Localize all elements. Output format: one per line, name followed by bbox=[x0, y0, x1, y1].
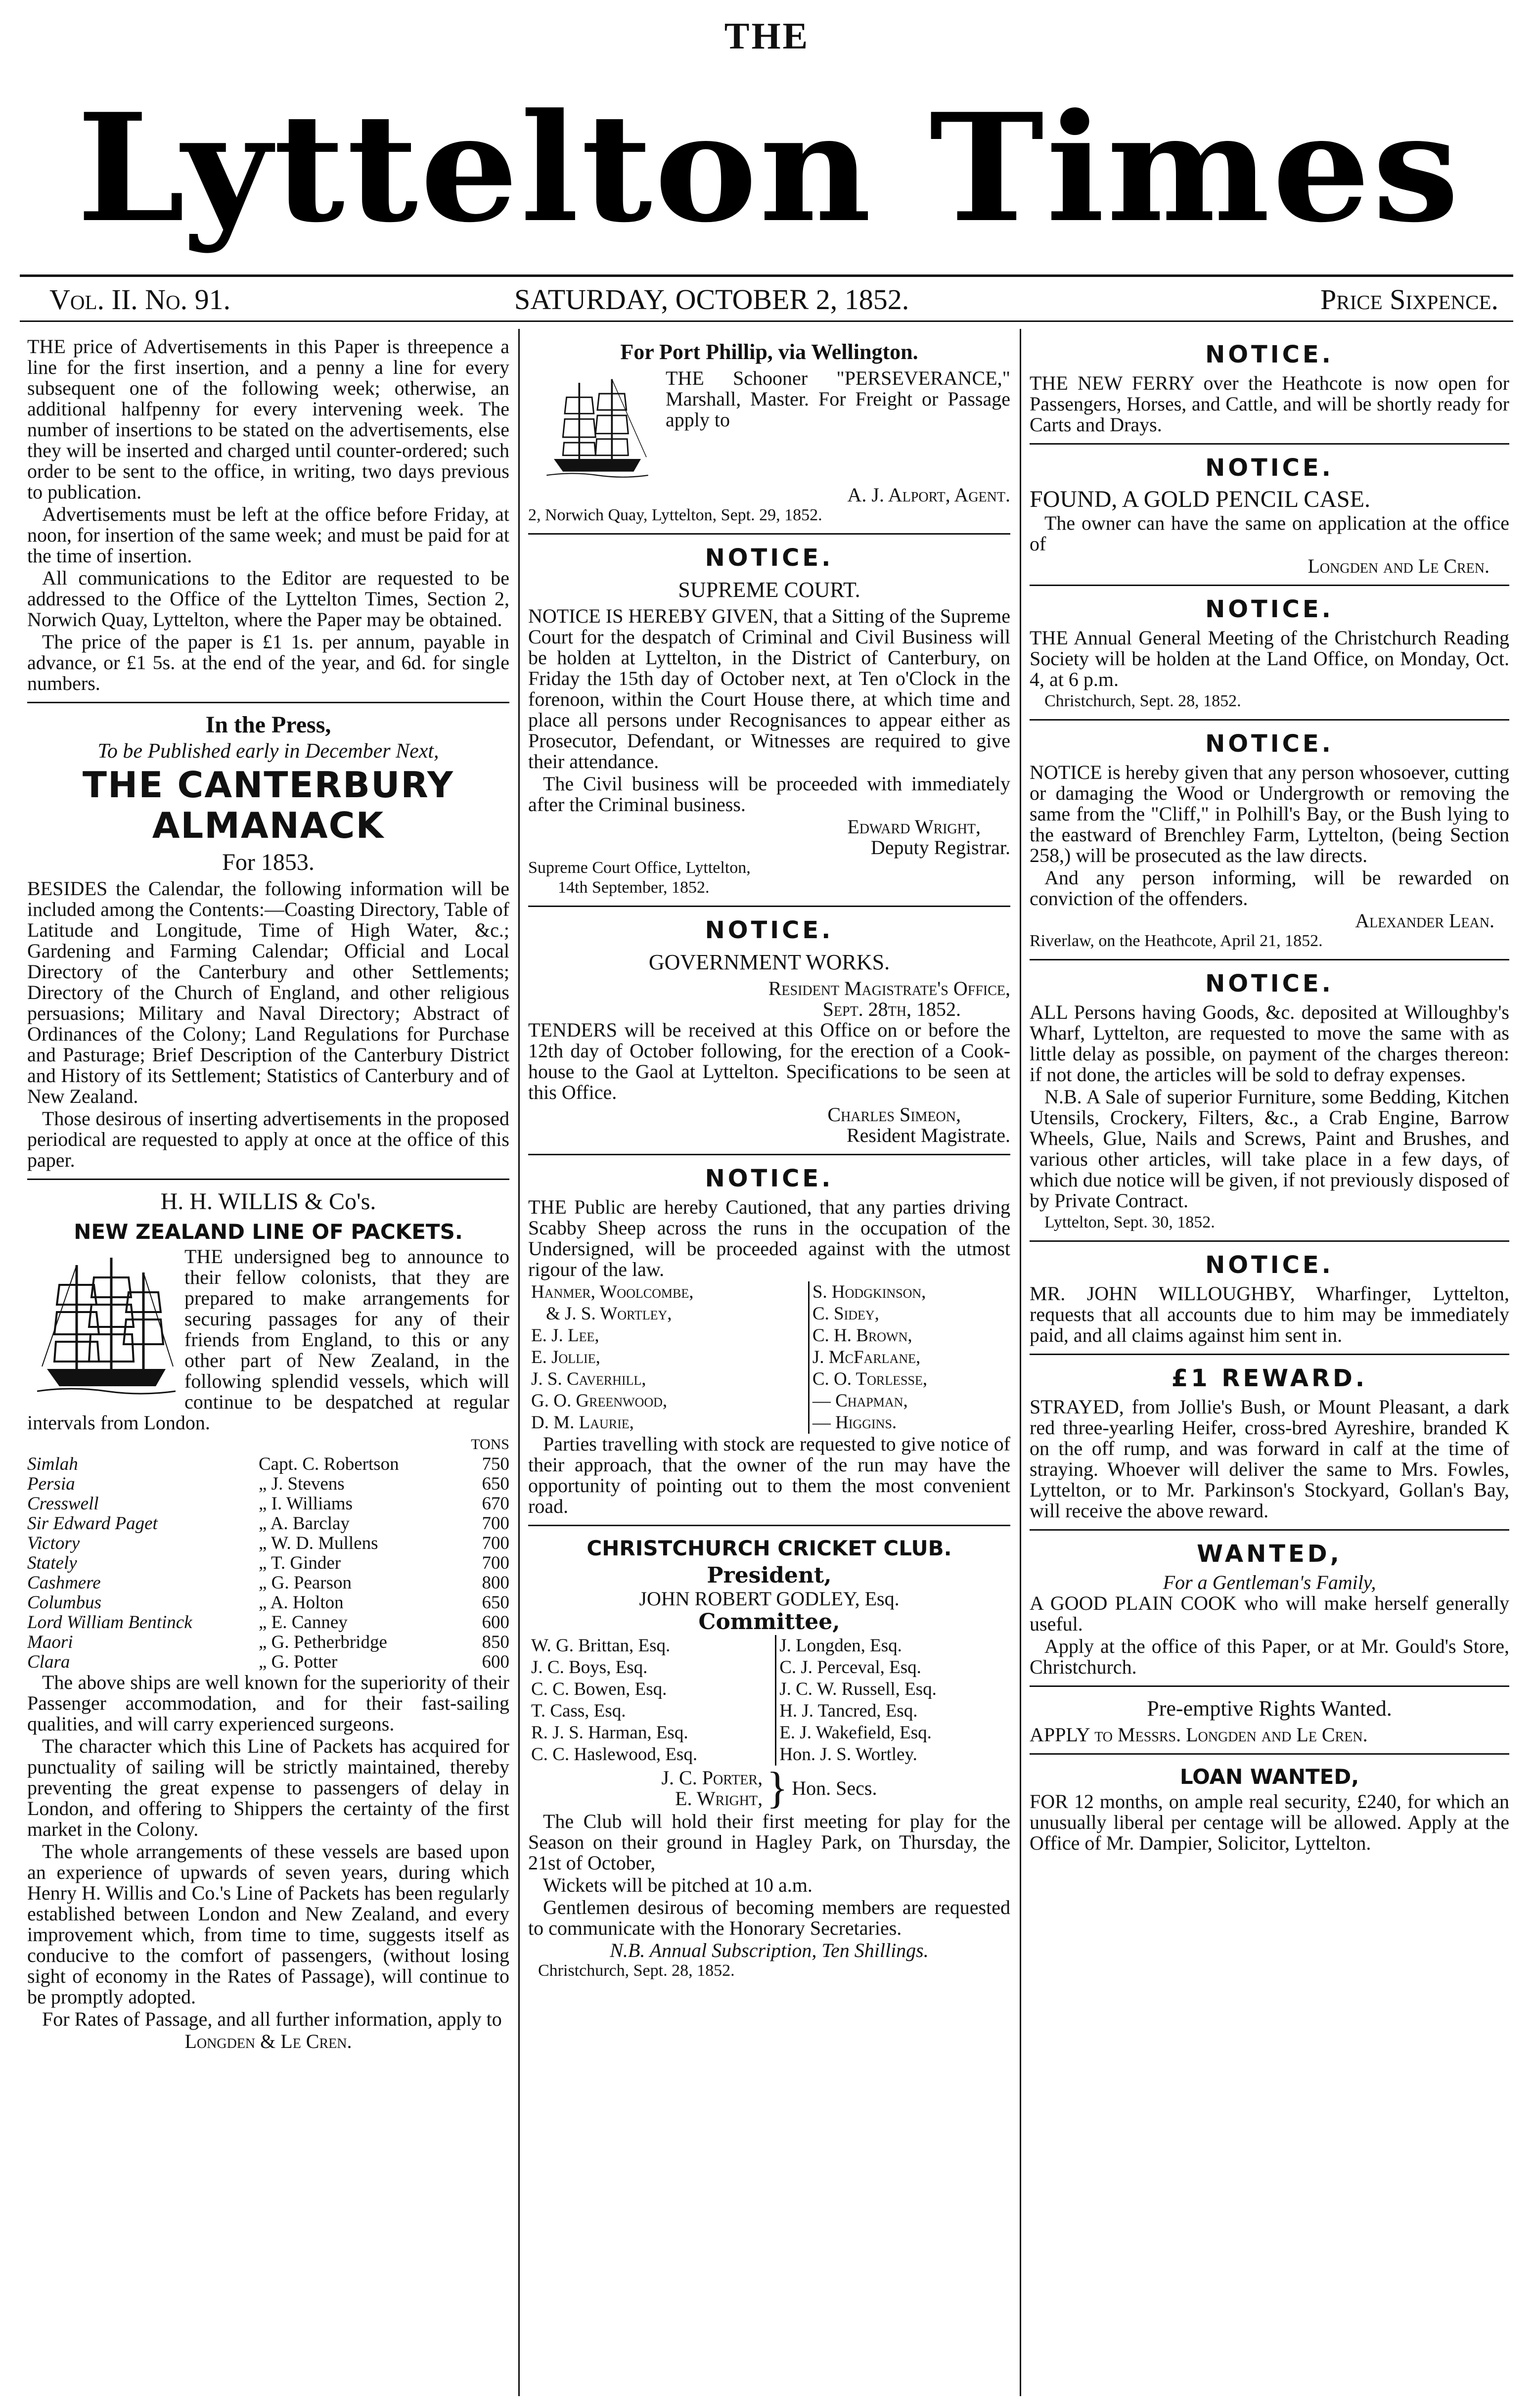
signatory: J. S. Caverhill, bbox=[531, 1369, 646, 1389]
ship-captain bbox=[259, 1573, 455, 1593]
captain-name: E. Canney bbox=[271, 1612, 348, 1633]
reading-society-notice: THE Annual General Meeting of the Christchurch Reading Society will be holden at the Land Office, on Monday, Oct. 4, at 6 p.m. bbox=[1030, 627, 1509, 690]
ship-tons: 700 bbox=[482, 1553, 509, 1573]
committee-member: E. J. Wakefield, Esq. bbox=[779, 1723, 932, 1743]
ship-name: Maori bbox=[27, 1632, 73, 1652]
committee-member: T. Cass, Esq. bbox=[531, 1701, 626, 1721]
committee-member: J. C. W. Russell, Esq. bbox=[779, 1679, 937, 1699]
column-2 bbox=[528, 336, 1010, 2389]
ship-tons: 700 bbox=[482, 1513, 509, 1534]
willis-body-4: For Rates of Passage, and all further information, apply to bbox=[42, 2008, 502, 2030]
goods-notice: ALL Persons having Goods, &c. deposited at Willoughby's Wharf, Lyttelton, are requested to move the same with as little delay as possible, on payment of the charges thereon: if not done, the articles will be sold to defray expenses. bbox=[1030, 1001, 1509, 1086]
committee-label: Committee, bbox=[698, 1609, 840, 1635]
table-row bbox=[27, 1573, 509, 1593]
cricket-club-heading: CHRISTCHURCH CRICKET CLUB. bbox=[587, 1536, 952, 1560]
almanack-year: For 1853. bbox=[222, 849, 315, 875]
committee-member: W. G. Brittan, Esq. bbox=[531, 1636, 671, 1656]
divider bbox=[528, 906, 1010, 907]
new-ferry-notice: THE NEW FERRY over the Heathcote is now open for Passengers, Horses, and Cattle, and will be shortly ready for Carts and Drays. bbox=[1030, 372, 1509, 436]
port-phillip-signature: A. J. Alport, Agent. bbox=[847, 484, 1010, 506]
works-date: Sept. 28th, 1852. bbox=[822, 998, 961, 1020]
goods-sale-note: N.B. A Sale of superior Furniture, some Bedding, Kitchen Utensils, Crockery, Filters, &c., a Crab Engine, Barrow Wheels, Glue, Nails and Screws, Paint and Brushes, and various other articles, will take place in a few days, of which due notice will be given, if not previously disposed of by Private Contract. bbox=[1030, 1086, 1509, 1212]
committee-member: Hon. J. S. Wortley. bbox=[779, 1744, 917, 1765]
government-works-heading: GOVERNMENT WORKS. bbox=[648, 950, 890, 974]
divider bbox=[27, 1179, 509, 1180]
table-row bbox=[27, 1652, 509, 1672]
notice-heading: NOTICE. bbox=[705, 916, 834, 944]
signatory: C. O. Torlesse, bbox=[812, 1369, 928, 1389]
notice-heading: NOTICE. bbox=[1205, 595, 1334, 623]
captain-name: A. Holton bbox=[270, 1592, 344, 1613]
ship-tons: 800 bbox=[482, 1573, 509, 1593]
notice-heading: NOTICE. bbox=[1205, 454, 1334, 482]
notice-heading: NOTICE. bbox=[1205, 730, 1334, 758]
signatory: E. Jollie, bbox=[531, 1347, 600, 1367]
table-row bbox=[27, 1593, 509, 1613]
masthead-the: THE bbox=[724, 15, 810, 57]
signatory: E. J. Lee, bbox=[531, 1325, 599, 1346]
column-1 bbox=[27, 336, 509, 2389]
willis-body-1: The above ships are well known for the superiority of their Passenger accommodation, and for their fast-sailing qualities, and will carry experienced surgeons. bbox=[27, 1671, 509, 1735]
ship-tons: 670 bbox=[482, 1494, 509, 1514]
signatory: C. Sidey, bbox=[812, 1304, 879, 1324]
table-row bbox=[27, 1474, 509, 1494]
table-row bbox=[27, 1633, 509, 1652]
advert-terms-1: THE price of Advertisements in this Paper is threepence a line for the first insertion, and a penny a line for every subsequent one of the following week; otherwise, an additional halfpenny for every intervening week. The number of insertions to be stated on the advertisements, else they will be inserted and charged until counter-ordered; such order to be sent to the office, in writing, two days previous to publication. bbox=[27, 336, 509, 503]
ditto-mark: „ bbox=[258, 1573, 267, 1593]
court-date-1: Supreme Court Office, Lyttelton, bbox=[528, 859, 751, 877]
captain-name: G. Petherbridge bbox=[271, 1632, 387, 1652]
ship-tons: 850 bbox=[482, 1632, 509, 1652]
divider bbox=[1030, 1354, 1509, 1355]
port-phillip-body: THE Schooner "PERSEVERANCE," Marshall, Master. For Freight or Passage apply to bbox=[666, 367, 1010, 431]
ship-name: Lord William Bentinck bbox=[27, 1612, 192, 1633]
pencil-case-signature: Longden and Le Cren. bbox=[1308, 555, 1489, 577]
ship-tons: 700 bbox=[482, 1533, 509, 1553]
divider bbox=[528, 533, 1010, 535]
committee-member: H. J. Tancred, Esq. bbox=[779, 1701, 918, 1721]
column-rule-1 bbox=[518, 329, 520, 2396]
signatory: — Higgins. bbox=[812, 1412, 897, 1433]
sheep-note: Parties travelling with stock are requested to give notice of their approach, that the owner of the run may have the opportunity of pointing out to them the most convenient road. bbox=[528, 1433, 1010, 1517]
ship-name: Sir Edward Paget bbox=[27, 1513, 158, 1534]
ship-captain bbox=[259, 1534, 455, 1553]
table-row bbox=[27, 1534, 509, 1553]
price: Price Sixpence. bbox=[1320, 283, 1498, 316]
divider bbox=[1030, 959, 1509, 960]
wood-cutting-signature: Alexander Lean. bbox=[1355, 909, 1494, 932]
ship-captain bbox=[259, 1514, 455, 1534]
wanted-heading: WANTED, bbox=[1197, 1540, 1342, 1568]
goods-date: Lyttelton, Sept. 30, 1852. bbox=[1044, 1213, 1215, 1231]
packet-ships-table bbox=[27, 1435, 509, 1672]
divider bbox=[528, 1154, 1010, 1155]
masthead-title: Lyttelton Times bbox=[77, 81, 1461, 255]
almanack-title: THE CANTERBURY ALMANACK bbox=[82, 764, 454, 846]
divider bbox=[1030, 719, 1509, 721]
ditto-mark: „ bbox=[258, 1474, 267, 1494]
divider bbox=[1030, 1753, 1509, 1755]
wanted-subheading: For a Gentleman's Family, bbox=[1163, 1571, 1376, 1593]
committee-member: J. Longden, Esq. bbox=[779, 1636, 902, 1656]
divider bbox=[1030, 1685, 1509, 1687]
ship-name: Cresswell bbox=[27, 1494, 99, 1514]
ditto-mark: „ bbox=[258, 1612, 267, 1633]
cricket-body: The Club will hold their first meeting for play for the Season on their ground in Hagley Park, on Thursday, the 21st of October, bbox=[528, 1810, 1010, 1874]
divider bbox=[1030, 585, 1509, 586]
press-heading: In the Press, bbox=[205, 712, 331, 738]
works-body: TENDERS will be received at this Office on or before the 12th day of October following, for the erection of a Cook-house to the Gaol at Lyttelton. Specifications to be seen at this Office. bbox=[528, 1019, 1010, 1103]
court-signature-name: Edward Wright, bbox=[847, 816, 981, 838]
signatory: C. H. Brown, bbox=[812, 1325, 912, 1346]
brace: } bbox=[767, 1764, 788, 1813]
issue-date: SATURDAY, OCTOBER 2, 1852. bbox=[514, 283, 909, 316]
willis-signature: Longden & Le Cren. bbox=[184, 2030, 352, 2052]
ship-captain bbox=[259, 1613, 455, 1633]
notice-heading: NOTICE. bbox=[705, 1165, 834, 1192]
sheep-signatories bbox=[528, 1281, 1010, 1434]
ship-name: Persia bbox=[27, 1474, 75, 1494]
wood-cutting-date: Riverlaw, on the Heathcote, April 21, 1852. bbox=[1030, 932, 1323, 950]
table-row bbox=[27, 1454, 509, 1474]
captain-name: T. Ginder bbox=[271, 1553, 341, 1573]
port-phillip-heading: For Port Phillip, via Wellington. bbox=[620, 340, 918, 364]
ditto-mark: „ bbox=[258, 1533, 267, 1553]
committee-list bbox=[528, 1635, 1010, 1766]
works-signature-title: Resident Magistrate. bbox=[846, 1124, 1010, 1146]
committee-member: C. C. Haslewood, Esq. bbox=[531, 1744, 698, 1765]
pencil-case-body: The owner can have the same on application at the office of bbox=[1030, 512, 1509, 555]
secretaries-names bbox=[661, 1768, 763, 1809]
ship-tons: 600 bbox=[482, 1652, 509, 1672]
captain-name: G. Potter bbox=[271, 1652, 338, 1672]
signatories-left bbox=[528, 1281, 809, 1434]
strayed-heifer-notice: STRAYED, from Jollie's Bush, or Mount Pleasant, a dark red three-yearling Heifer, cross-bred Ayreshire, branded K on the off rump, and was forward in calf at the time of straying. Whoever will deliver the same to Mrs. Fowles, Lyttelton, or to Mr. Parkinson's Stockyard, Gollan's Bay, will receive the above reward. bbox=[1030, 1396, 1509, 1522]
supreme-court-heading: SUPREME COURT. bbox=[678, 578, 860, 602]
ship-name: Victory bbox=[27, 1533, 80, 1553]
column-3 bbox=[1030, 336, 1509, 2389]
tons-header: TONS bbox=[471, 1436, 509, 1453]
ship-name: Clara bbox=[27, 1652, 70, 1672]
signatory: G. O. Greenwood, bbox=[531, 1391, 668, 1411]
divider bbox=[27, 702, 509, 703]
advert-terms-4: The price of the paper is £1 1s. per annum, payable in advance, or £1 5s. at the end of the year, and 6d. for single numbers. bbox=[27, 631, 509, 694]
loan-wanted-body: FOR 12 months, on ample real security, £240, for which an unusually liberal per centage will be allowed. Apply at the Office of Mr. Dampier, Solicitor, Lyttelton. bbox=[1030, 1790, 1509, 1854]
sailing-ship-illustration bbox=[37, 1250, 176, 1399]
table-row bbox=[528, 1281, 1010, 1434]
committee-member: J. C. Boys, Esq. bbox=[531, 1657, 648, 1678]
volume-number: Vol. II. No. 91. bbox=[49, 283, 231, 316]
almanack-note: Those desirous of inserting advertisements in the proposed periodical are requested to apply at once at the office of this paper. bbox=[27, 1107, 509, 1171]
signatory: J. McFarlane, bbox=[812, 1347, 921, 1367]
reading-society-date: Christchurch, Sept. 28, 1852. bbox=[1044, 692, 1241, 710]
willis-intro: THE undersigned beg to announce to their fellow colonists, that they are prepared to make arrangements for securing passages for any of their friends from England, to this or any other part of New Zealand, in the following splendid vessels, which will continue to be despatched at regular intervals from London. bbox=[27, 1245, 509, 1434]
court-date-2: 14th September, 1852. bbox=[558, 878, 710, 897]
ship-tons: 650 bbox=[482, 1592, 509, 1613]
ship-captain bbox=[259, 1652, 455, 1672]
notice-heading: NOTICE. bbox=[705, 544, 834, 572]
president-label: President, bbox=[707, 1563, 832, 1588]
cricket-wickets: Wickets will be pitched at 10 a.m. bbox=[543, 1874, 812, 1896]
reward-heading: £1 REWARD. bbox=[1171, 1364, 1368, 1392]
divider bbox=[1030, 1240, 1509, 1242]
works-signature-name: Charles Simeon, bbox=[827, 1103, 961, 1126]
dateline bbox=[49, 283, 1498, 316]
schooner-illustration bbox=[538, 372, 657, 481]
divider bbox=[1030, 443, 1509, 445]
ship-name: Stately bbox=[27, 1553, 77, 1573]
table-row bbox=[27, 1435, 509, 1454]
committee-right bbox=[776, 1635, 1010, 1766]
table-row bbox=[27, 1494, 509, 1514]
signatory: D. M. Laurie, bbox=[531, 1412, 634, 1433]
ship-captain bbox=[259, 1593, 455, 1613]
ditto-mark: „ bbox=[258, 1513, 267, 1534]
ship-captain bbox=[259, 1633, 455, 1652]
captain-name: A. Barclay bbox=[270, 1513, 350, 1534]
column-rule-2 bbox=[1020, 329, 1021, 2396]
willis-subheading: NEW ZEALAND LINE OF PACKETS. bbox=[74, 1220, 463, 1244]
almanack-body: BESIDES the Calendar, the following information will be included among the Contents:—Coasting Directory, Table of Latitude and Longitude, Time of High Water, &c.; Gardening and Farming Calendar; Official and Local Directory of the Canterbury and other Settlements; Directory of the Church of England, and other religious persuasions; Military and Naval Directory; Abstract of Ordinances of the Colony; Land Regulations for Purchase and Pasturage; Brief Description of the Canterbury District and History of its Settlement; Statistics of Canterbury and of New Zealand. bbox=[27, 877, 509, 1107]
willoughby-notice: MR. JOHN WILLOUGHBY, Wharfinger, Lyttelton, requests that all accounts due to him may be immediately paid, and all claims against him sent in. bbox=[1030, 1282, 1509, 1346]
ship-name: Cashmere bbox=[27, 1573, 101, 1593]
secretary: E. Wright, bbox=[675, 1787, 763, 1810]
divider bbox=[528, 1525, 1010, 1526]
advert-terms-3: All communications to the Editor are requested to be addressed to the Office of the Lyttelton Times, Section 2, Norwich Quay, Lyttelton, where the Paper may be obtained. bbox=[27, 567, 509, 631]
ship-name: Simlah bbox=[27, 1454, 78, 1474]
wood-cutting-notice: NOTICE is hereby given that any person whosoever, cutting or damaging the Wood or Undergrowth or removing the same from the "Cliff," in Polhill's Bay, or the Bush lying to the eastward of Brenchley Farm, Lyttelton, (being Section 258,) will be prosecuted as the law directs. bbox=[1030, 761, 1509, 866]
ship-captain bbox=[259, 1494, 455, 1514]
willis-body-2: The character which this Line of Packets has acquired for punctuality of sailing will be strictly maintained, thereby preventing the great expense to passengers of delay in London, and offering to Shippers the certainty of the first market in the Colony. bbox=[27, 1735, 509, 1840]
honorary-secretaries bbox=[528, 1764, 1010, 1813]
table-row bbox=[27, 1514, 509, 1534]
committee-member: R. J. S. Harman, Esq. bbox=[531, 1723, 688, 1743]
signatory: S. Hodgkinson, bbox=[812, 1282, 926, 1302]
captain-name: W. D. Mullens bbox=[271, 1533, 378, 1553]
ship-captain: Capt. C. Robertson bbox=[258, 1454, 399, 1474]
committee-member: C. C. Bowen, Esq. bbox=[531, 1679, 667, 1699]
table-row bbox=[27, 1553, 509, 1573]
cricket-members: Gentlemen desirous of becoming members are requested to communicate with the Honorary Secretaries. bbox=[528, 1896, 1010, 1939]
signatories-right bbox=[809, 1281, 1010, 1434]
ditto-mark: „ bbox=[258, 1652, 267, 1672]
ship-captain bbox=[259, 1553, 455, 1573]
port-phillip-date: 2, Norwich Quay, Lyttelton, Sept. 29, 1852. bbox=[528, 506, 822, 524]
table-row bbox=[27, 1613, 509, 1633]
ship-tons: 750 bbox=[482, 1454, 509, 1474]
ditto-mark: „ bbox=[258, 1553, 267, 1573]
ditto-mark: „ bbox=[258, 1494, 267, 1514]
court-signature-title: Deputy Registrar. bbox=[870, 836, 1010, 859]
cook-wanted-apply: Apply at the office of this Paper, or at Mr. Gould's Store, Christchurch. bbox=[1030, 1635, 1509, 1678]
ditto-mark: „ bbox=[258, 1592, 267, 1613]
ship-tons: 600 bbox=[482, 1612, 509, 1633]
works-office: Resident Magistrate's Office, bbox=[768, 977, 1010, 1000]
notice-heading: NOTICE. bbox=[1205, 341, 1334, 368]
notice-heading: NOTICE. bbox=[1205, 970, 1334, 998]
captain-name: G. Pearson bbox=[271, 1573, 352, 1593]
ditto-mark: „ bbox=[258, 1632, 267, 1652]
cricket-nb: N.B. Annual Subscription, Ten Shillings. bbox=[610, 1939, 929, 1961]
wood-cutting-reward: And any person informing, will be rewarded on conviction of the offenders. bbox=[1030, 866, 1509, 909]
header-rule-top bbox=[20, 274, 1513, 277]
pencil-case-heading: FOUND, A GOLD PENCIL CASE. bbox=[1030, 486, 1370, 512]
supreme-court-body-2: The Civil business will be proceeded with immediately after the Criminal business. bbox=[528, 772, 1010, 816]
press-subheading: To be Published early in December Next, bbox=[97, 740, 439, 763]
preemptive-rights-apply: APPLY to Messrs. Longden and Le Cren. bbox=[1030, 1724, 1368, 1746]
secretaries-label: Hon. Secs. bbox=[792, 1777, 877, 1799]
ship-tons: 650 bbox=[482, 1474, 509, 1494]
advert-terms-2: Advertisements must be left at the office before Friday, at noon, for insertion of the same week; and must be paid for at the time of insertion. bbox=[27, 503, 509, 567]
president-name: JOHN ROBERT GODLEY, Esq. bbox=[639, 1588, 900, 1610]
signatory: Hanmer, Woolcombe, bbox=[531, 1282, 694, 1302]
signatory: — Chapman, bbox=[812, 1391, 908, 1411]
committee-member: C. J. Perceval, Esq. bbox=[779, 1657, 921, 1678]
scabby-sheep-body: THE Public are hereby Cautioned, that any parties driving Scabby Sheep across the runs in the occupation of the Undersigned, will be proceeded against with the utmost rigour of the law. bbox=[528, 1196, 1010, 1280]
willis-heading: H. H. WILLIS & Co's. bbox=[160, 1188, 376, 1215]
supreme-court-body: NOTICE IS HEREBY GIVEN, that a Sitting of the Supreme Court for the despatch of Criminal and Civil Business will be holden at Lyttelton, in the District of Canterbury, on Friday the 15th day of October next, at Ten o'Clock in the forenoon, within the Court House there, at which time and place all persons under Recognisances to appear either as Prosecutor, Defendant, or Witnesses are required to give their attendance. bbox=[528, 605, 1010, 772]
cricket-date: Christchurch, Sept. 28, 1852. bbox=[538, 1961, 735, 1980]
cook-wanted: A GOOD PLAIN COOK who will make herself generally useful. bbox=[1030, 1592, 1509, 1635]
divider bbox=[1030, 1529, 1509, 1531]
committee-left bbox=[528, 1635, 776, 1766]
signatory: & J. S. Wortley, bbox=[546, 1304, 672, 1324]
table-row bbox=[528, 1635, 1010, 1766]
willis-body-3: The whole arrangements of these vessels are based upon an experience of upwards of seven years, during which Henry H. Willis and Co.'s Line of Packets has been regularly established between London and New Zealand, and every improvement which, from time to time, suggests itself as conducive to the comfort of passengers, (without losing sight of economy in the Rates of Passage), will continue to be promptly adopted. bbox=[27, 1840, 509, 2008]
header-rule-bottom bbox=[20, 320, 1513, 322]
loan-wanted-heading: LOAN WANTED, bbox=[1179, 1765, 1359, 1789]
ship-name: Columbus bbox=[27, 1592, 102, 1613]
captain-name: I. Williams bbox=[271, 1494, 353, 1514]
captain-name: J. Stevens bbox=[271, 1474, 345, 1494]
preemptive-rights-heading: Pre-emptive Rights Wanted. bbox=[1147, 1696, 1392, 1721]
notice-heading: NOTICE. bbox=[1205, 1251, 1334, 1279]
secretary: J. C. Porter, bbox=[661, 1767, 763, 1789]
ship-captain bbox=[259, 1474, 455, 1494]
